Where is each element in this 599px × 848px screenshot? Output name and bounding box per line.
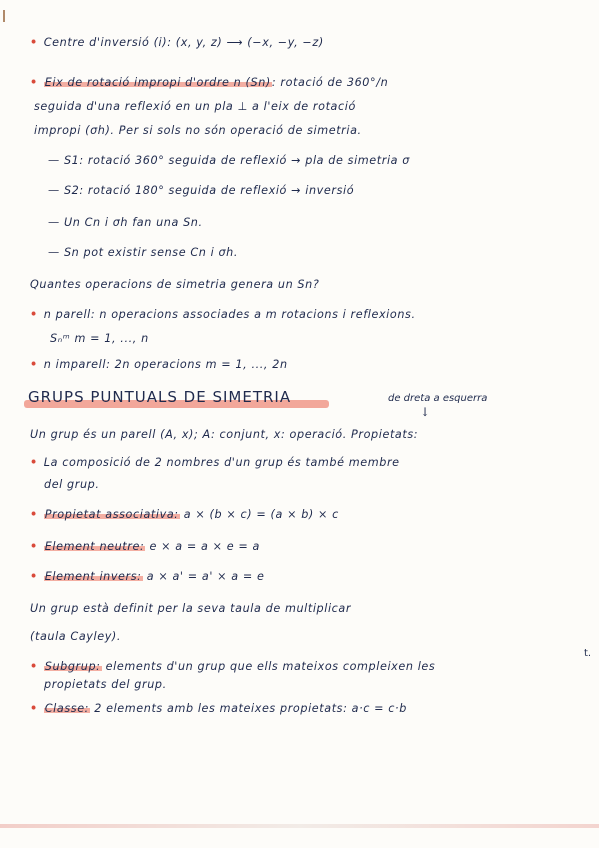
line-centre-inversio: • Centre d'inversió (i): (x, y, z) ⟶ (−x, −y, −z) xyxy=(30,36,324,49)
line-sn-m: Sₙᵐ m = 1, ..., n xyxy=(50,332,149,345)
highlight-associativa: Propietat associativa: xyxy=(44,508,179,521)
bullet-icon: • xyxy=(30,570,38,583)
line-subgrup: • Subgrup: elements d'un grup que ells mateixos compleixen les xyxy=(30,660,436,673)
line-impropi: impropi (σh). Per si sols no són operació de simetria. xyxy=(34,124,362,137)
margin-mark: t. xyxy=(584,648,592,659)
line-s2: — S2: rotació 180° seguida de reflexió → inversió xyxy=(48,184,355,197)
line-invers: • Element invers: a × a' = a' × a = e xyxy=(30,570,265,583)
line-eix-rotacio: • Eix de rotació impropi d'ordre n (Sn): rotació de 360°/n xyxy=(30,76,389,89)
highlight-classe: Classe: xyxy=(44,702,90,715)
arrow-down-icon: ↓ xyxy=(420,405,431,419)
bottom-edge-strip xyxy=(0,824,599,828)
line-s1: — S1: rotació 360° seguida de reflexió → pla de simetria σ xyxy=(48,154,410,167)
line-associativa: • Propietat associativa: a × (b × c) = (a × b) × c xyxy=(30,508,339,521)
line-imparell: • n imparell: 2n operacions m = 1, ..., 2n xyxy=(30,358,288,371)
bullet-icon: • xyxy=(30,702,38,715)
edge-mark xyxy=(3,10,5,22)
line-neutre: • Element neutre: e × a = a × e = a xyxy=(30,540,260,553)
section-heading: GRUPS PUNTUALS DE SIMETRIA xyxy=(28,388,292,406)
highlight-subgrup: Subgrup: xyxy=(44,660,101,673)
line-un-grup: Un grup és un parell (A, x); A: conjunt, x: operació. Propietats: xyxy=(30,428,419,441)
bullet-icon: • xyxy=(30,508,38,521)
highlight-eix: Eix de rotació impropi d'ordre n (Sn) xyxy=(44,76,271,89)
line-propietats-grup: propietats del grup. xyxy=(44,678,167,691)
line-cayley: (taula Cayley). xyxy=(30,630,122,643)
line-seguida-reflexio: seguida d'una reflexió en un pla ⊥ a l'eix de rotació xyxy=(34,100,356,113)
bullet-icon: • xyxy=(30,308,38,321)
line-quantes: Quantes operacions de simetria genera un Sn? xyxy=(30,278,320,291)
annotation-dreta-esquerra: de dreta a esquerra xyxy=(388,393,488,404)
bullet-icon: • xyxy=(30,36,38,49)
highlight-invers: Element invers: xyxy=(44,570,142,583)
line-definit: Un grup està definit per la seva taula de multiplicar xyxy=(30,602,352,615)
bullet-icon: • xyxy=(30,660,38,673)
line-cn-sigma: — Un Cn i σh fan una Sn. xyxy=(48,216,203,229)
line-parell: • n parell: n operacions associades a m rotacions i reflexions. xyxy=(30,308,416,321)
line-classe: • Classe: 2 elements amb les mateixes propietats: a·c = c·b xyxy=(30,702,407,715)
bullet-icon: • xyxy=(30,540,38,553)
highlight-neutre: Element neutre: xyxy=(44,540,145,553)
bullet-icon: • xyxy=(30,76,38,89)
line-del-grup: del grup. xyxy=(44,478,100,491)
line-composicio: • La composició de 2 nombres d'un grup és també membre xyxy=(30,456,400,469)
line-sn-existir: — Sn pot existir sense Cn i σh. xyxy=(48,246,239,259)
bullet-icon: • xyxy=(30,456,38,469)
bullet-icon: • xyxy=(30,358,38,371)
